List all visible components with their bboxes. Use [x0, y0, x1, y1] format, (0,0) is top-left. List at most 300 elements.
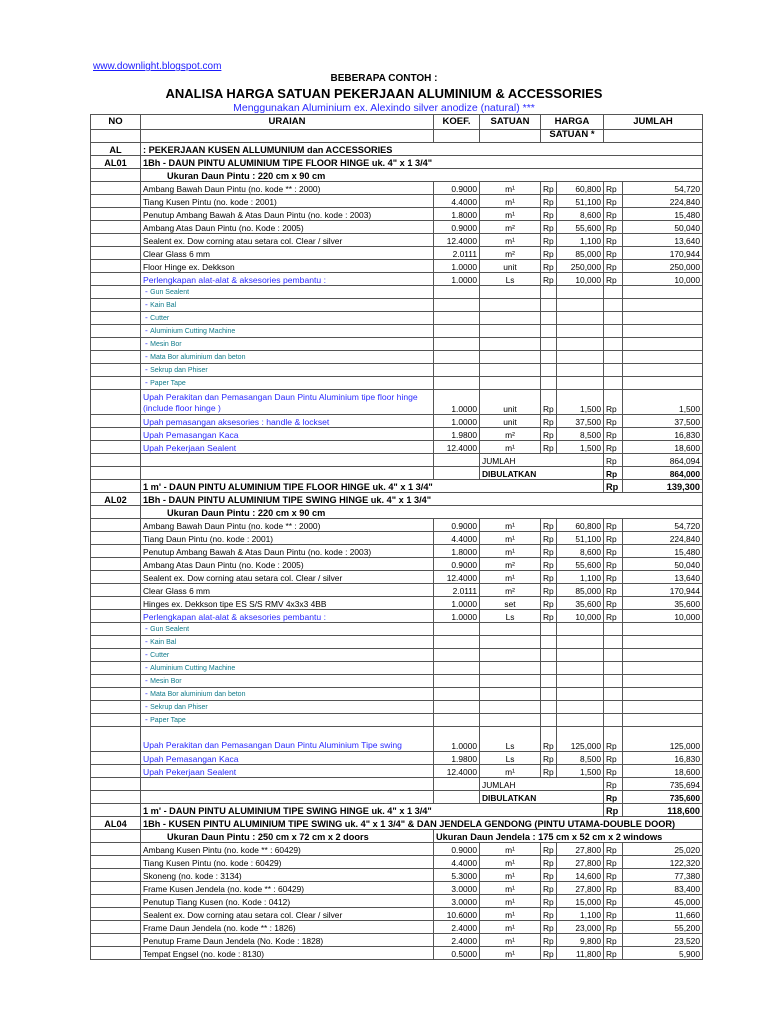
section-label: : PEKERJAAN KUSEN ALLUMUNIUM dan ACCESSORIES: [141, 143, 703, 156]
coefficient: 0.9000: [434, 221, 480, 234]
col-satuan-header: SATUAN: [480, 115, 541, 130]
no-cell: [91, 377, 141, 390]
empty-cell: [480, 662, 541, 675]
empty-cell: [480, 701, 541, 714]
sum-total: 735,600: [623, 791, 703, 804]
empty-cell: [480, 377, 541, 390]
coefficient: 10.6000: [434, 908, 480, 921]
unit-price: 125,000: [557, 727, 604, 752]
no-cell: [91, 584, 141, 597]
tool-cell: [141, 351, 434, 364]
jumlah-row: [91, 454, 703, 467]
empty-cell: [557, 286, 604, 299]
coefficient: 5.3000: [434, 869, 480, 882]
tool-row: [91, 338, 703, 351]
empty-cell: [434, 636, 480, 649]
document-subtitle: BEBERAPA CONTOH :: [330, 73, 438, 84]
line-total: 10,000: [623, 273, 703, 286]
empty-cell: [623, 662, 703, 675]
empty-cell: [623, 351, 703, 364]
empty-cell: [480, 636, 541, 649]
item-title-row: [91, 817, 703, 830]
item-description: Frame Daun Jendela (no. kode ** : 1826): [141, 921, 434, 934]
unit: Ls: [480, 727, 541, 752]
sum-label: JUMLAH: [480, 778, 604, 791]
currency: Rp: [604, 843, 623, 856]
empty-cell: [623, 623, 703, 636]
empty-cell: [141, 778, 434, 791]
currency: Rp: [604, 195, 623, 208]
tool-row: [91, 325, 703, 338]
coefficient: 1.0000: [434, 597, 480, 610]
currency: Rp: [604, 234, 623, 247]
line-item-row: [91, 390, 703, 415]
no-cell: [91, 597, 141, 610]
currency: Rp: [541, 947, 557, 960]
line-item-row: [91, 415, 703, 428]
currency: Rp: [541, 428, 557, 441]
unit-price: 10,000: [557, 610, 604, 623]
tool-cell: [141, 688, 434, 701]
item-description: Upah pemasangan aksesories : handle & lockset: [141, 415, 434, 428]
unit: m²: [480, 558, 541, 571]
tool-row: [91, 714, 703, 727]
no-cell: [91, 636, 141, 649]
tool-label: Cutter: [150, 652, 170, 659]
dash-marker: -: [145, 351, 151, 361]
unit-price: 55,600: [557, 558, 604, 571]
empty-cell: [480, 325, 541, 338]
empty-cell: [434, 299, 480, 312]
empty-cell: [434, 623, 480, 636]
coefficient: 1.0000: [434, 415, 480, 428]
currency: Rp: [604, 390, 623, 415]
currency: Rp: [604, 571, 623, 584]
unit: m¹: [480, 765, 541, 778]
unit-price: 1,500: [557, 765, 604, 778]
line-total: 1,500: [623, 390, 703, 415]
unit-price: 27,800: [557, 882, 604, 895]
dash-marker: -: [145, 338, 151, 348]
empty-cell: [557, 649, 604, 662]
item-description: Frame Kusen Jendela (no. kode ** : 60429): [141, 882, 434, 895]
currency: Rp: [604, 467, 623, 480]
unit-price: 15,000: [557, 895, 604, 908]
currency: Rp: [541, 273, 557, 286]
line-item-row: [91, 934, 703, 947]
empty-cell: [623, 636, 703, 649]
line-item-row: [91, 532, 703, 545]
empty-cell: [480, 675, 541, 688]
dash-marker: -: [145, 714, 151, 724]
empty-cell: [557, 623, 604, 636]
empty-cell: [604, 325, 623, 338]
empty-cell: [604, 299, 623, 312]
empty-cell: [557, 299, 604, 312]
no-cell: [91, 571, 141, 584]
no-cell: [91, 752, 141, 765]
no-cell: [91, 169, 141, 182]
no-cell: [91, 195, 141, 208]
tool-label: Gun Sealent: [150, 626, 190, 633]
currency: Rp: [604, 221, 623, 234]
item-description: Penutup Ambang Bawah & Atas Daun Pintu (no. kode : 2003): [141, 208, 434, 221]
item-description: Perlengkapan alat-alat & aksesories pembantu :: [141, 610, 434, 623]
currency: Rp: [541, 856, 557, 869]
size-label: Ukuran Daun Pintu : 220 cm x 90 cm: [141, 506, 703, 519]
currency: Rp: [604, 428, 623, 441]
empty-cell: [480, 688, 541, 701]
empty-cell: [557, 714, 604, 727]
line-total: 13,640: [623, 234, 703, 247]
item-description: Tiang Kusen Pintu (no. kode : 60429): [141, 856, 434, 869]
empty-cell: [604, 377, 623, 390]
empty-cell: [623, 701, 703, 714]
unit-price: 250,000: [557, 260, 604, 273]
currency: Rp: [541, 571, 557, 584]
no-cell: [91, 182, 141, 195]
no-cell: [91, 688, 141, 701]
line-item-row: [91, 584, 703, 597]
empty-cell: [557, 312, 604, 325]
section-row: [91, 143, 703, 156]
line-total: 25,020: [623, 843, 703, 856]
currency: Rp: [604, 856, 623, 869]
unit-price: 35,600: [557, 597, 604, 610]
line-item-row: [91, 947, 703, 960]
tool-cell: [141, 662, 434, 675]
tool-label: Aluminium Cutting Machine: [150, 328, 236, 335]
dibulatkan-row: [91, 791, 703, 804]
currency: Rp: [604, 610, 623, 623]
unit-price: 85,000: [557, 584, 604, 597]
dash-marker: -: [145, 662, 151, 672]
coefficient: 4.4000: [434, 856, 480, 869]
line-item-row: [91, 221, 703, 234]
empty-cell: [541, 636, 557, 649]
coefficient: 12.4000: [434, 571, 480, 584]
line-item-row: [91, 519, 703, 532]
unit: Ls: [480, 273, 541, 286]
empty-cell: [557, 377, 604, 390]
line-total: 77,380: [623, 869, 703, 882]
empty-cell: [434, 312, 480, 325]
coefficient: 0.5000: [434, 947, 480, 960]
currency: Rp: [604, 480, 623, 493]
coefficient: 1.9800: [434, 428, 480, 441]
document-title: ANALISA HARGA SATUAN PEKERJAAN ALUMINIUM & ACCESSORIES: [165, 86, 603, 101]
unit: set: [480, 597, 541, 610]
no-cell: [91, 234, 141, 247]
empty-cell: [623, 325, 703, 338]
empty-cell: [623, 364, 703, 377]
tool-row: [91, 286, 703, 299]
line-total: 16,830: [623, 752, 703, 765]
no-cell: [91, 273, 141, 286]
tool-cell: [141, 623, 434, 636]
item-title: 1Bh - DAUN PINTU ALUMINIUM TIPE FLOOR HINGE uk. 4" x 1 3/4": [141, 156, 703, 169]
empty-cell: [434, 701, 480, 714]
currency: Rp: [604, 532, 623, 545]
sum-total: 864,000: [623, 467, 703, 480]
sum-label: DIBULATKAN: [480, 467, 604, 480]
coefficient: 0.9000: [434, 182, 480, 195]
size-label: Ukuran Daun Pintu : 220 cm x 90 cm: [141, 169, 703, 182]
currency: Rp: [541, 208, 557, 221]
currency: Rp: [541, 934, 557, 947]
tool-row: [91, 688, 703, 701]
unit: m¹: [480, 545, 541, 558]
unit-price: 1,100: [557, 908, 604, 921]
col-harga-header-2: SATUAN *: [541, 130, 604, 143]
no-cell: [91, 701, 141, 714]
currency: Rp: [604, 182, 623, 195]
unit: m¹: [480, 234, 541, 247]
currency: Rp: [604, 584, 623, 597]
item-title: 1Bh - KUSEN PINTU ALUMINIUM TIPE SWING uk. 4" x 1 3/4" & DAN JENDELA GENDONG (PINTU UTAMA-DOUBLE DOOR): [141, 817, 703, 830]
item-code: AL01: [91, 156, 141, 169]
unit: m¹: [480, 441, 541, 454]
tool-label: Gun Sealent: [150, 289, 190, 296]
no-cell: [91, 467, 141, 480]
empty-cell: [604, 623, 623, 636]
line-total: 13,640: [623, 571, 703, 584]
line-item-row: [91, 441, 703, 454]
per-meter-label: 1 m' - DAUN PINTU ALUMINIUM TIPE FLOOR HINGE uk. 4" x 1 3/4": [141, 480, 604, 493]
no-cell: [91, 895, 141, 908]
coefficient: 1.0000: [434, 390, 480, 415]
unit: m²: [480, 247, 541, 260]
dash-marker: -: [145, 286, 151, 296]
currency: Rp: [604, 908, 623, 921]
empty-cell: [541, 325, 557, 338]
currency: Rp: [541, 597, 557, 610]
line-item-row: [91, 908, 703, 921]
unit-price: 9,800: [557, 934, 604, 947]
unit-price: 11,800: [557, 947, 604, 960]
currency: Rp: [541, 441, 557, 454]
tool-cell: [141, 364, 434, 377]
item-description: Tempat Engsel (no. kode : 8130): [141, 947, 434, 960]
empty-cell: [434, 325, 480, 338]
line-item-row: [91, 597, 703, 610]
tool-label: Paper Tape: [150, 380, 186, 387]
coefficient: 3.0000: [434, 882, 480, 895]
no-cell: [91, 247, 141, 260]
col-uraian-header: URAIAN: [141, 115, 434, 130]
coefficient: 2.4000: [434, 921, 480, 934]
item-title-row: [91, 493, 703, 506]
dash-marker: -: [145, 701, 151, 711]
coefficient: 2.4000: [434, 934, 480, 947]
unit: m¹: [480, 182, 541, 195]
tool-row: [91, 636, 703, 649]
empty-cell: [480, 364, 541, 377]
no-cell: [91, 506, 141, 519]
currency: Rp: [541, 921, 557, 934]
jumlah-row: [91, 778, 703, 791]
currency: Rp: [604, 247, 623, 260]
line-total: 45,000: [623, 895, 703, 908]
empty-cell: [604, 688, 623, 701]
tool-row: [91, 701, 703, 714]
size-row: [91, 169, 703, 182]
col-harga-header: HARGA: [541, 115, 604, 130]
unit-price: 8,600: [557, 208, 604, 221]
unit-price: 1,500: [557, 441, 604, 454]
empty-cell: [557, 325, 604, 338]
unit: unit: [480, 390, 541, 415]
empty-cell: [434, 662, 480, 675]
no-cell: [91, 934, 141, 947]
unit: m¹: [480, 934, 541, 947]
currency: Rp: [604, 519, 623, 532]
currency: Rp: [541, 752, 557, 765]
empty-cell: [604, 286, 623, 299]
unit: m¹: [480, 882, 541, 895]
item-description: Ambang Atas Daun Pintu (no. Kode : 2005): [141, 221, 434, 234]
tool-row: [91, 312, 703, 325]
currency: Rp: [541, 247, 557, 260]
no-cell: [91, 623, 141, 636]
col-no-header: NO: [91, 115, 141, 130]
line-item-row: [91, 247, 703, 260]
table-header-row: [91, 115, 703, 130]
tool-cell: [141, 636, 434, 649]
col-jumlah-header: JUMLAH: [604, 115, 703, 130]
coefficient: 1.8000: [434, 545, 480, 558]
tool-label: Sekrup dan Phiser: [150, 367, 208, 374]
currency: Rp: [604, 273, 623, 286]
empty-cell: [604, 338, 623, 351]
empty-cell: [434, 791, 480, 804]
line-total: 50,040: [623, 558, 703, 571]
empty-cell: [557, 662, 604, 675]
unit-price: 55,600: [557, 221, 604, 234]
table-header-row-2: [91, 130, 703, 143]
currency: Rp: [541, 765, 557, 778]
tool-cell: [141, 701, 434, 714]
unit-price: 37,500: [557, 415, 604, 428]
coefficient: 4.4000: [434, 532, 480, 545]
unit-price: 1,100: [557, 234, 604, 247]
dash-marker: -: [145, 299, 151, 309]
empty-cell: [604, 662, 623, 675]
empty-cell: [434, 364, 480, 377]
unit-price: 1,500: [557, 390, 604, 415]
no-cell: [91, 454, 141, 467]
currency: Rp: [604, 415, 623, 428]
item-description: Penutup Frame Daun Jendela (No. Kode : 1828): [141, 934, 434, 947]
no-cell: [91, 558, 141, 571]
currency: Rp: [541, 895, 557, 908]
tool-label: Mata Bor aluminium dan beton: [150, 354, 246, 361]
empty-cell: [434, 649, 480, 662]
empty-cell: [141, 454, 434, 467]
empty-cell: [541, 688, 557, 701]
item-description: Perlengkapan alat-alat & aksesories pembantu :: [141, 273, 434, 286]
line-item-row: [91, 921, 703, 934]
no-cell: [91, 727, 141, 752]
empty-cell: [434, 377, 480, 390]
line-total: 37,500: [623, 415, 703, 428]
currency: Rp: [541, 869, 557, 882]
tool-label: Mesin Bor: [150, 341, 182, 348]
currency: Rp: [604, 778, 623, 791]
line-total: 55,200: [623, 921, 703, 934]
empty-cell: [623, 338, 703, 351]
item-description: Clear Glass 6 mm: [141, 247, 434, 260]
unit-price: 60,800: [557, 519, 604, 532]
item-description: Tiang Daun Pintu (no. kode : 2001): [141, 532, 434, 545]
blog-link[interactable]: www.downlight.blogspot.com: [93, 61, 222, 72]
currency: Rp: [541, 545, 557, 558]
item-description: Hinges ex. Dekkson tipe ES S/S RMV 4x3x3 4BB: [141, 597, 434, 610]
unit: m¹: [480, 208, 541, 221]
empty-cell: [541, 351, 557, 364]
currency: Rp: [604, 921, 623, 934]
tool-cell: [141, 338, 434, 351]
no-cell: [91, 441, 141, 454]
empty-cell: [480, 623, 541, 636]
coefficient: 3.0000: [434, 895, 480, 908]
unit: m¹: [480, 195, 541, 208]
currency: Rp: [604, 791, 623, 804]
unit: m¹: [480, 532, 541, 545]
no-cell: [91, 532, 141, 545]
empty-cell: [541, 675, 557, 688]
line-total: 170,944: [623, 584, 703, 597]
no-cell: [91, 208, 141, 221]
tool-label: Sekrup dan Phiser: [150, 704, 208, 711]
currency: Rp: [604, 454, 623, 467]
no-cell: [91, 882, 141, 895]
no-cell: [91, 415, 141, 428]
empty-cell: [604, 649, 623, 662]
no-cell: [91, 480, 141, 493]
line-item-row: [91, 428, 703, 441]
sum-label: JUMLAH: [480, 454, 604, 467]
tool-cell: [141, 325, 434, 338]
coefficient: 12.4000: [434, 441, 480, 454]
item-description: Ambang Bawah Daun Pintu (no. kode ** : 2000): [141, 519, 434, 532]
empty-cell: [141, 791, 434, 804]
unit: m¹: [480, 856, 541, 869]
line-item-row: [91, 273, 703, 286]
item-description: Ambang Bawah Daun Pintu (no. kode ** : 2000): [141, 182, 434, 195]
line-total: 18,600: [623, 765, 703, 778]
currency: Rp: [541, 234, 557, 247]
no-cell: [91, 325, 141, 338]
no-cell: [91, 649, 141, 662]
empty-cell: [623, 299, 703, 312]
unit: m¹: [480, 921, 541, 934]
no-cell: [91, 299, 141, 312]
no-cell: [91, 545, 141, 558]
currency: Rp: [541, 532, 557, 545]
no-cell: [91, 804, 141, 817]
empty-cell: [480, 286, 541, 299]
currency: Rp: [604, 727, 623, 752]
unit-price: 8,500: [557, 752, 604, 765]
unit-price: 1,100: [557, 571, 604, 584]
empty-cell: [141, 467, 434, 480]
unit: m¹: [480, 947, 541, 960]
empty-cell: [623, 649, 703, 662]
item-description: Upah Pemasangan Kaca: [141, 752, 434, 765]
unit-price: 10,000: [557, 273, 604, 286]
unit: unit: [480, 260, 541, 273]
